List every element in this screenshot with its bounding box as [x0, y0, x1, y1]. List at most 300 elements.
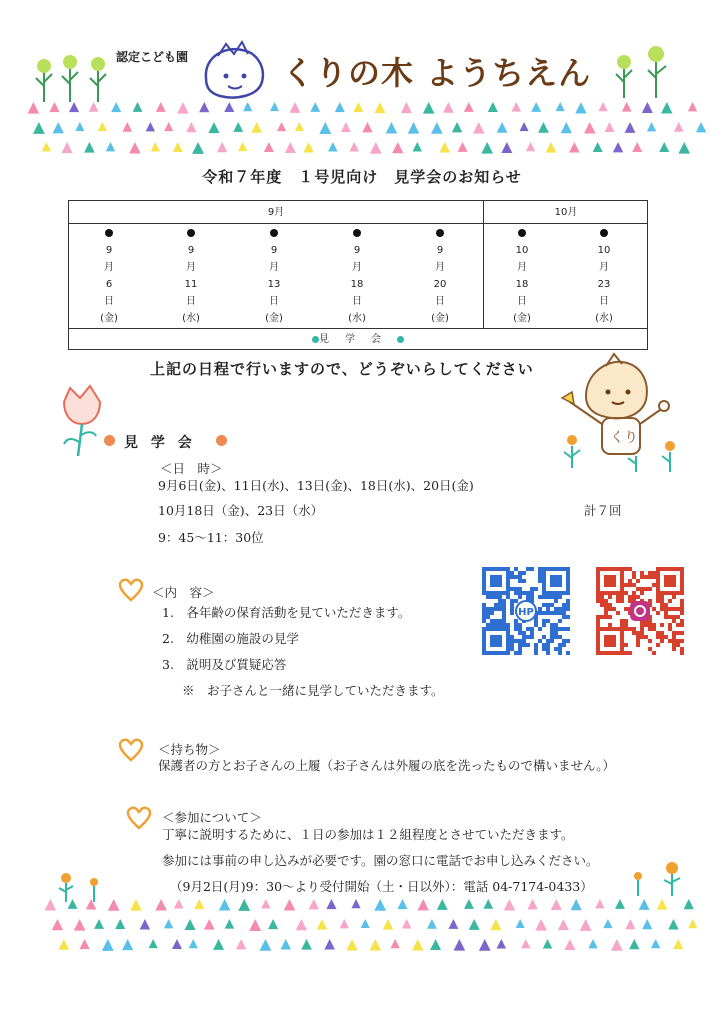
confetti-triangle	[155, 899, 166, 910]
qr-module	[526, 643, 530, 647]
qr-module	[656, 643, 660, 647]
date-part: 月	[186, 262, 196, 273]
confetti-triangle	[427, 919, 437, 929]
qr-module	[680, 611, 684, 615]
qr-module	[498, 607, 502, 611]
bottom-triangle-border	[36, 893, 704, 957]
qr-module	[530, 591, 534, 595]
qr-module	[636, 595, 640, 599]
confetti-triangle	[217, 142, 227, 152]
qr-module	[672, 639, 676, 643]
qr-module	[530, 627, 534, 631]
flowers-right-illustration	[624, 860, 694, 900]
qr-module	[554, 635, 558, 639]
date-part: (水)	[595, 313, 613, 324]
qr-module	[664, 603, 668, 607]
date-part: 月	[435, 262, 445, 273]
qr-module	[628, 567, 632, 571]
qr-module	[652, 583, 656, 587]
qr-module	[636, 639, 640, 643]
confetti-triangle	[261, 899, 270, 908]
qr-module	[636, 643, 640, 647]
september-dates: 9月6日(金)、11日(水)、13日(金)、18日(水)、20日(金)	[158, 478, 474, 493]
confetti-triangle	[443, 102, 454, 113]
qr-module	[660, 599, 664, 603]
qr-module	[554, 595, 558, 599]
qr-module	[656, 595, 660, 599]
qr-module	[498, 599, 502, 603]
qr-finder-center	[490, 575, 502, 587]
qr-module	[640, 591, 644, 595]
qr-module	[514, 599, 518, 603]
qr-module	[542, 611, 546, 615]
qr-module	[546, 639, 550, 643]
confetti-triangle	[42, 142, 51, 151]
qr-module	[672, 631, 676, 635]
qr-module	[648, 639, 652, 643]
confetti-triangle	[521, 939, 530, 948]
qr-module	[538, 567, 542, 571]
confetti-triangle	[102, 939, 114, 951]
date-part: 18	[515, 279, 529, 290]
qr-module	[534, 587, 538, 591]
qr-module	[616, 611, 620, 615]
qr-module	[518, 571, 522, 575]
qr-module	[510, 647, 514, 651]
qr-module	[636, 579, 640, 583]
qr-module	[624, 583, 628, 587]
datetime-label: ＜日 時＞	[160, 461, 223, 476]
date-bullet-icon	[105, 229, 113, 237]
qr-module	[566, 607, 570, 611]
confetti-triangle	[129, 142, 141, 154]
qr-module	[526, 635, 530, 639]
qr-module	[656, 631, 660, 635]
qr-module	[522, 571, 526, 575]
qr-module	[514, 639, 518, 643]
date-part: 日	[352, 296, 362, 307]
confetti-triangle	[374, 102, 385, 113]
confetti-triangle	[236, 939, 246, 949]
school-type-label: 認定こども園	[116, 50, 189, 64]
qr-module	[502, 599, 506, 603]
qr-module	[522, 631, 526, 635]
confetti-triangle	[551, 899, 562, 910]
heart-icon	[118, 578, 144, 602]
qr-module	[616, 595, 620, 599]
confetti-triangle	[564, 939, 575, 950]
qr-module	[628, 595, 632, 599]
top-triangle-border	[18, 96, 708, 160]
qr-module	[664, 615, 668, 619]
qr-module	[550, 635, 554, 639]
qr-module	[644, 635, 648, 639]
date-part: 月	[517, 262, 527, 273]
qr-module	[510, 643, 514, 647]
qr-module	[640, 587, 644, 591]
qr-module	[600, 603, 604, 607]
tulip-illustration	[56, 384, 116, 460]
qr-module	[672, 607, 676, 611]
qr-module	[558, 635, 562, 639]
qr-module	[510, 575, 514, 579]
qr-module	[550, 611, 554, 615]
confetti-triangle	[285, 142, 296, 153]
confetti-triangle	[33, 122, 45, 134]
qr-module	[510, 607, 514, 611]
date-part: (金)	[513, 313, 531, 324]
confetti-triangle	[185, 919, 196, 930]
confetti-triangle	[402, 919, 411, 928]
confetti-triangle	[531, 102, 541, 112]
confetti-triangle	[238, 142, 247, 151]
qr-module	[652, 623, 656, 627]
kindergarten-logo-title: くりの木 ようちえん	[282, 54, 592, 92]
qr-module	[542, 595, 546, 599]
qr-module	[546, 619, 550, 623]
qr-module	[494, 619, 498, 623]
confetti-triangle	[516, 919, 525, 928]
confetti-triangle	[569, 142, 580, 153]
qr-module	[632, 571, 636, 575]
confetti-triangle	[58, 939, 69, 950]
qr-module	[652, 607, 656, 611]
confetti-triangle	[370, 142, 382, 154]
confetti-triangle	[561, 122, 572, 133]
qr-module	[494, 623, 498, 627]
qr-module	[604, 603, 608, 607]
confetti-triangle	[439, 142, 450, 153]
qr-module	[566, 599, 570, 603]
qr-module	[644, 575, 648, 579]
qr-module	[660, 631, 664, 635]
content-item-1: 1. 各年齢の保育活動を見ていただきます。	[162, 605, 411, 620]
confetti-triangle	[642, 919, 652, 929]
date-part: 10	[597, 245, 611, 256]
confetti-triangle	[448, 919, 458, 929]
confetti-triangle	[75, 122, 84, 131]
qr-module	[680, 607, 684, 611]
qr-module	[624, 607, 628, 611]
confetti-triangle	[243, 102, 252, 111]
confetti-triangle	[353, 102, 363, 112]
qr-module	[562, 607, 566, 611]
qr-module	[510, 611, 514, 615]
content-label: ＜内 容＞	[152, 585, 215, 600]
qr-module	[486, 611, 490, 615]
confetti-triangle	[408, 122, 420, 134]
qr-module	[648, 627, 652, 631]
qr-module	[490, 623, 494, 627]
qr-module	[604, 611, 608, 615]
qr-module	[632, 575, 636, 579]
qr-module	[558, 643, 562, 647]
qr-module	[624, 623, 628, 627]
confetti-triangle	[688, 919, 697, 928]
confetti-triangle	[219, 899, 231, 911]
qr-module	[526, 627, 530, 631]
confetti-triangle	[593, 142, 603, 152]
confetti-triangle	[361, 919, 370, 928]
qr-module	[656, 611, 660, 615]
instagram-qr-code[interactable]	[596, 567, 684, 655]
qr-module	[554, 607, 558, 611]
qr-module	[530, 567, 534, 571]
qr-module	[502, 611, 506, 615]
qr-module	[542, 603, 546, 607]
qr-module	[482, 615, 486, 619]
qr-module	[526, 595, 530, 599]
qr-module	[668, 615, 672, 619]
qr-module	[494, 603, 498, 607]
qr-module	[628, 599, 632, 603]
qr-module	[652, 651, 656, 655]
qr-module	[566, 627, 570, 631]
qr-module	[644, 623, 648, 627]
confetti-triangle	[281, 939, 291, 949]
confetti-triangle	[328, 142, 338, 152]
participation-label: ＜参加について＞	[162, 810, 262, 825]
confetti-triangle	[431, 122, 443, 134]
qr-module	[522, 639, 526, 643]
confetti-triangle	[668, 919, 678, 929]
qr-module	[486, 595, 490, 599]
qr-module	[680, 623, 684, 627]
confetti-triangle	[584, 122, 595, 133]
qr-module	[550, 595, 554, 599]
confetti-triangle	[556, 102, 565, 111]
qr-module	[656, 635, 660, 639]
homepage-qr-code[interactable]	[482, 567, 570, 655]
confetti-triangle	[454, 939, 466, 951]
qr-module	[558, 619, 562, 623]
qr-module	[648, 575, 652, 579]
qr-module	[600, 615, 604, 619]
qr-module	[518, 639, 522, 643]
qr-module	[628, 583, 632, 587]
qr-module	[530, 595, 534, 599]
confetti-triangle	[527, 899, 537, 909]
qr-module	[676, 615, 680, 619]
qr-module	[554, 599, 558, 603]
qr-module	[506, 623, 510, 627]
content-item-3: 3. 説明及び質疑応答	[162, 657, 287, 672]
date-part: (水)	[348, 313, 366, 324]
qr-module	[640, 635, 644, 639]
qr-module	[596, 619, 600, 623]
qr-module	[546, 651, 550, 655]
qr-module	[636, 631, 640, 635]
date-bullet-icon	[518, 229, 526, 237]
date-part: 23	[597, 279, 611, 290]
qr-module	[648, 623, 652, 627]
confetti-triangle	[430, 939, 441, 950]
legend-label: 見学会	[319, 334, 397, 345]
date-part: 13	[267, 279, 281, 290]
confetti-triangle	[324, 939, 335, 950]
qr-module	[640, 571, 644, 575]
qr-module	[518, 579, 522, 583]
qr-module	[534, 647, 538, 651]
confetti-triangle	[632, 142, 642, 152]
confetti-triangle	[401, 102, 412, 113]
instagram-icon	[630, 601, 650, 621]
qr-finder-center	[490, 635, 502, 647]
qr-module	[672, 595, 676, 599]
qr-module	[624, 627, 628, 631]
schedule-date-column	[342, 229, 372, 327]
trees-left-illustration	[30, 52, 120, 104]
qr-module	[558, 607, 562, 611]
confetti-triangle	[575, 102, 586, 113]
trees-right-illustration	[610, 44, 690, 100]
confetti-triangle	[62, 142, 73, 153]
qr-module	[522, 635, 526, 639]
confetti-triangle	[194, 899, 204, 909]
qr-module	[546, 647, 550, 651]
qr-module	[550, 623, 554, 627]
confetti-triangle	[674, 122, 684, 132]
confetti-triangle	[317, 919, 328, 930]
qr-module	[514, 591, 518, 595]
chestnut-character-illustration	[556, 352, 682, 476]
participation-contact: （9月2日(月)9：30～より受付開始（土・日以外）：電話 04-7174-0433）	[170, 879, 593, 894]
confetti-triangle	[473, 122, 485, 134]
qr-module	[494, 607, 498, 611]
qr-module	[498, 595, 502, 599]
confetti-triangle	[115, 919, 125, 929]
confetti-triangle	[673, 939, 683, 949]
qr-module	[604, 599, 608, 603]
confetti-triangle	[538, 122, 549, 133]
confetti-triangle	[264, 142, 274, 152]
belongings-text: 保護者の方とお子さんの上履（お子さんは外履の底を洗ったもので構いません。）	[158, 758, 616, 773]
confetti-triangle	[374, 899, 386, 911]
qr-module	[660, 595, 664, 599]
qr-module	[676, 631, 680, 635]
confetti-triangle	[543, 939, 552, 948]
face-logo-illustration	[196, 38, 270, 102]
confetti-triangle	[98, 122, 107, 131]
content-item-2: 2. 幼稚園の施設の見学	[162, 631, 299, 646]
confetti-triangle	[479, 939, 491, 951]
belongings-label: ＜持ち物＞	[158, 742, 221, 757]
qr-module	[624, 619, 628, 623]
qr-module	[538, 579, 542, 583]
qr-module	[680, 631, 684, 635]
qr-module	[550, 639, 554, 643]
qr-module	[628, 627, 632, 631]
confetti-triangle	[341, 122, 351, 132]
confetti-triangle	[225, 919, 235, 929]
visit-heading: 見 学 会	[124, 435, 196, 451]
qr-module	[648, 619, 652, 623]
qr-module	[562, 615, 566, 619]
confetti-triangle	[84, 142, 95, 153]
confetti-triangle	[458, 142, 468, 152]
qr-module	[502, 603, 506, 607]
qr-module	[604, 615, 608, 619]
qr-module	[482, 607, 486, 611]
qr-module	[640, 623, 644, 627]
qr-module	[546, 595, 550, 599]
month-header-september: 9月	[69, 201, 483, 224]
confetti-triangle	[204, 919, 215, 930]
qr-module	[680, 619, 684, 623]
schedule-invitation-note: 上記の日程で行いますので、どうぞいらしてください	[150, 360, 534, 378]
qr-module	[664, 607, 668, 611]
qr-module	[668, 599, 672, 603]
qr-module	[620, 599, 624, 603]
confetti-triangle	[151, 142, 160, 151]
notice-title: 令和７年度 １号児向け 見学会のお知らせ	[202, 168, 522, 186]
qr-module	[514, 567, 518, 571]
date-part: 日	[517, 296, 527, 307]
svg-text:くり: くり	[610, 430, 638, 446]
confetti-triangle	[613, 142, 623, 152]
confetti-triangle	[603, 919, 612, 928]
date-part: 月	[269, 262, 279, 273]
qr-module	[668, 639, 672, 643]
qr-module	[518, 575, 522, 579]
qr-module	[538, 571, 542, 575]
confetti-triangle	[452, 122, 462, 132]
date-part: 9	[353, 245, 361, 256]
qr-module	[546, 607, 550, 611]
confetti-triangle	[642, 102, 653, 113]
qr-module	[542, 643, 546, 647]
confetti-triangle	[346, 939, 357, 950]
qr-module	[562, 643, 566, 647]
qr-module	[668, 627, 672, 631]
qr-module	[680, 639, 684, 643]
confetti-triangle	[199, 102, 209, 112]
qr-module	[542, 619, 546, 623]
participation-reservation: 参加には事前の申し込みが必要です。園の窓口に電話でお申し込みください。	[162, 853, 599, 868]
qr-module	[546, 603, 550, 607]
qr-module	[510, 587, 514, 591]
qr-module	[498, 619, 502, 623]
qr-module	[660, 635, 664, 639]
confetti-triangle	[464, 102, 474, 112]
qr-module	[562, 639, 566, 643]
confetti-triangle	[146, 122, 155, 131]
qr-module	[624, 591, 628, 595]
qr-module	[514, 619, 518, 623]
confetti-triangle	[383, 919, 394, 930]
confetti-triangle	[79, 939, 89, 949]
confetti-triangle	[213, 939, 224, 950]
qr-module	[608, 615, 612, 619]
qr-module	[558, 651, 562, 655]
qr-module	[510, 635, 514, 639]
qr-module	[632, 591, 636, 595]
confetti-triangle	[588, 939, 597, 948]
confetti-triangle	[310, 102, 320, 112]
date-part: (金)	[265, 313, 283, 324]
confetti-triangle	[277, 122, 286, 131]
homepage-badge-label: HP	[518, 607, 534, 618]
confetti-triangle	[696, 122, 706, 132]
qr-module	[550, 603, 554, 607]
date-part: 9	[187, 245, 195, 256]
confetti-triangle	[208, 122, 219, 133]
confetti-triangle	[177, 102, 189, 114]
confetti-triangle	[413, 142, 422, 151]
confetti-triangle	[490, 919, 501, 930]
qr-module	[624, 567, 628, 571]
confetti-triangle	[535, 919, 547, 931]
